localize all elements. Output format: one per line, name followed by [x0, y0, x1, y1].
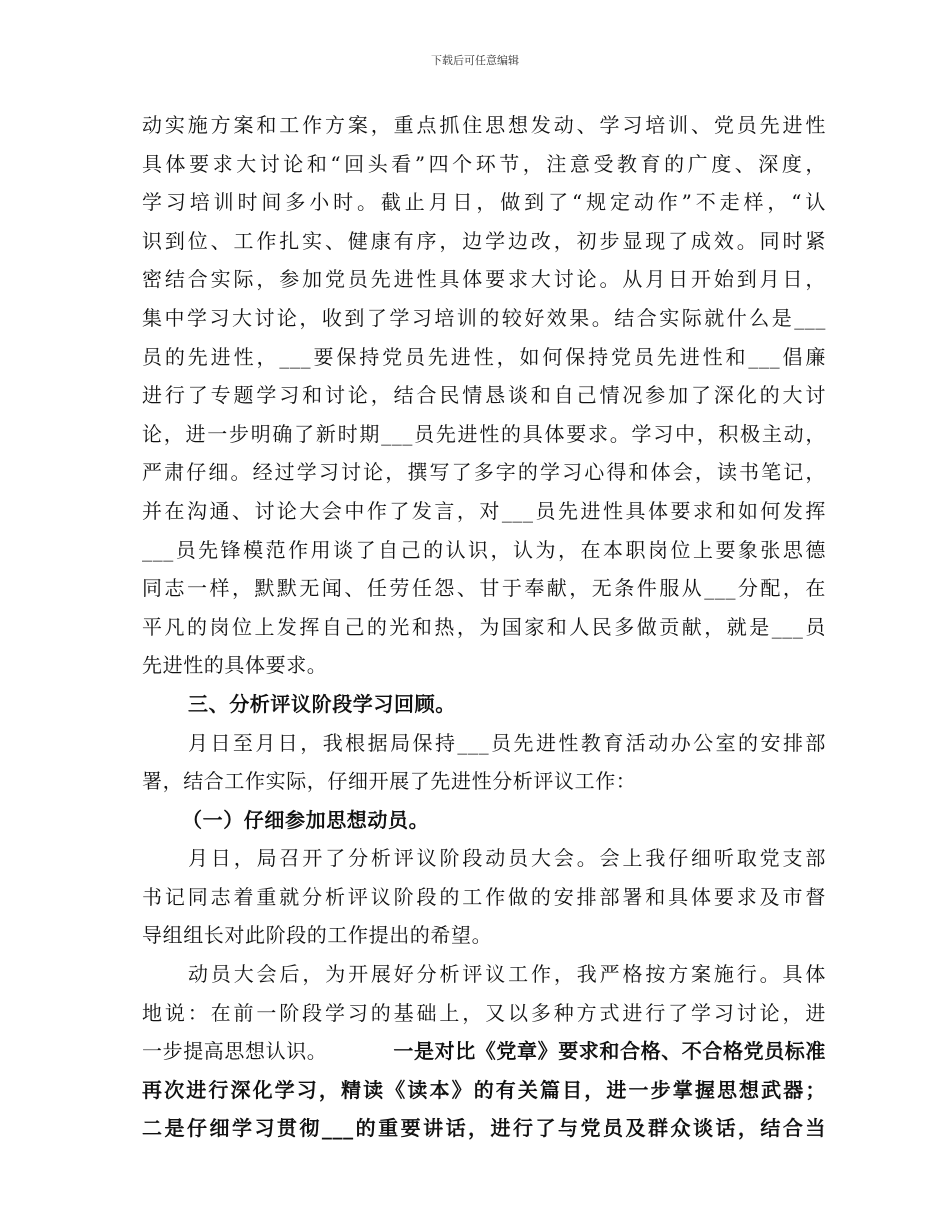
paragraph-line-normal: 一步提高思想认识。 [142, 1039, 328, 1064]
paragraph-line: 月日至月日，我根据局保持___员先进性教育活动办公室的安排部 [188, 730, 826, 755]
paragraph-line: 月日，局召开了分析评议阶段动员大会。会上我仔细听取党支部 [188, 846, 826, 871]
paragraph-line: 书记同志着重就分析评议阶段的工作做的安排部署和具体要求及市督 [142, 884, 826, 909]
paragraph-line: 严肃仔细。经过学习讨论，撰写了多字的学习心得和体会，读书笔记， [142, 460, 826, 485]
paragraph-line: 进行了专题学习和讨论，结合民情恳谈和自己情况参加了深化的大讨 [142, 383, 826, 408]
paragraph-line: 署，结合工作实际，仔细开展了先进性分析评议工作： [142, 769, 637, 794]
page-header: 下载后可任意编辑 [431, 54, 519, 67]
paragraph-line: 先进性的具体要求。 [142, 653, 328, 678]
paragraph-line: 集中学习大讨论，收到了学习培训的较好效果。结合实际就什么是___ [142, 305, 826, 330]
paragraph-line: 识到位、工作扎实、健康有序，边学边改，初步显现了成效。同时紧 [142, 228, 826, 253]
paragraph-line-bold: 一是对比《党章》要求和合格、不合格党员标准 [393, 1039, 826, 1064]
document-body [142, 106, 826, 1148]
paragraph-line-bold: 二是仔细学习贯彻___的重要讲话，进行了与党员及群众谈话，结合当 [142, 1116, 826, 1141]
paragraph-line: 密结合实际，参加党员先进性具体要求大讨论。从月日开始到月日， [142, 267, 826, 292]
paragraph-line: 导组组长对此阶段的工作提出的希望。 [142, 923, 493, 948]
paragraph-line: 论，进一步明确了新时期___员先进性的具体要求。学习中，积极主动， [142, 421, 826, 446]
paragraph-line: ___员先锋模范作用谈了自己的认识，认为，在本职岗位上要象张思德 [142, 537, 826, 562]
subsection-heading: （一）仔细参加思想动员。 [182, 807, 430, 832]
paragraph-line: 学习培训时间多小时。截止月日，做到了“规定动作”不走样，“认 [142, 190, 826, 215]
section-heading: 三、分析评议阶段学习回顾。 [188, 691, 456, 716]
paragraph-line: 动实施方案和工作方案，重点抓住思想发动、学习培训、党员先进性 [142, 113, 826, 137]
paragraph-line-mixed [142, 1032, 826, 1071]
paragraph-line: 动员大会后，为开展好分析评议工作，我严格按方案施行。具体 [188, 962, 826, 987]
paragraph-line: 具体要求大讨论和“回头看”四个环节，注意受教育的广度、深度， [142, 151, 826, 176]
paragraph-line-bold: 再次进行深化学习，精读《读本》的有关篇目，进一步掌握思想武器； [142, 1077, 826, 1102]
paragraph-line: 员的先进性，___要保持党员先进性，如何保持党员先进性和___倡廉 [142, 344, 826, 369]
paragraph-line: 同志一样，默默无闻、任劳任怨、甘于奉献，无条件服从___分配，在 [142, 576, 826, 601]
paragraph-line: 平凡的岗位上发挥自己的光和热，为国家和人民多做贡献，就是___员 [142, 614, 826, 639]
paragraph-line: 地说：在前一阶段学习的基础上，又以多种方式进行了学习讨论，进 [142, 1000, 826, 1025]
paragraph-line: 并在沟通、讨论大会中作了发言，对___员先进性具体要求和如何发挥 [142, 498, 826, 523]
